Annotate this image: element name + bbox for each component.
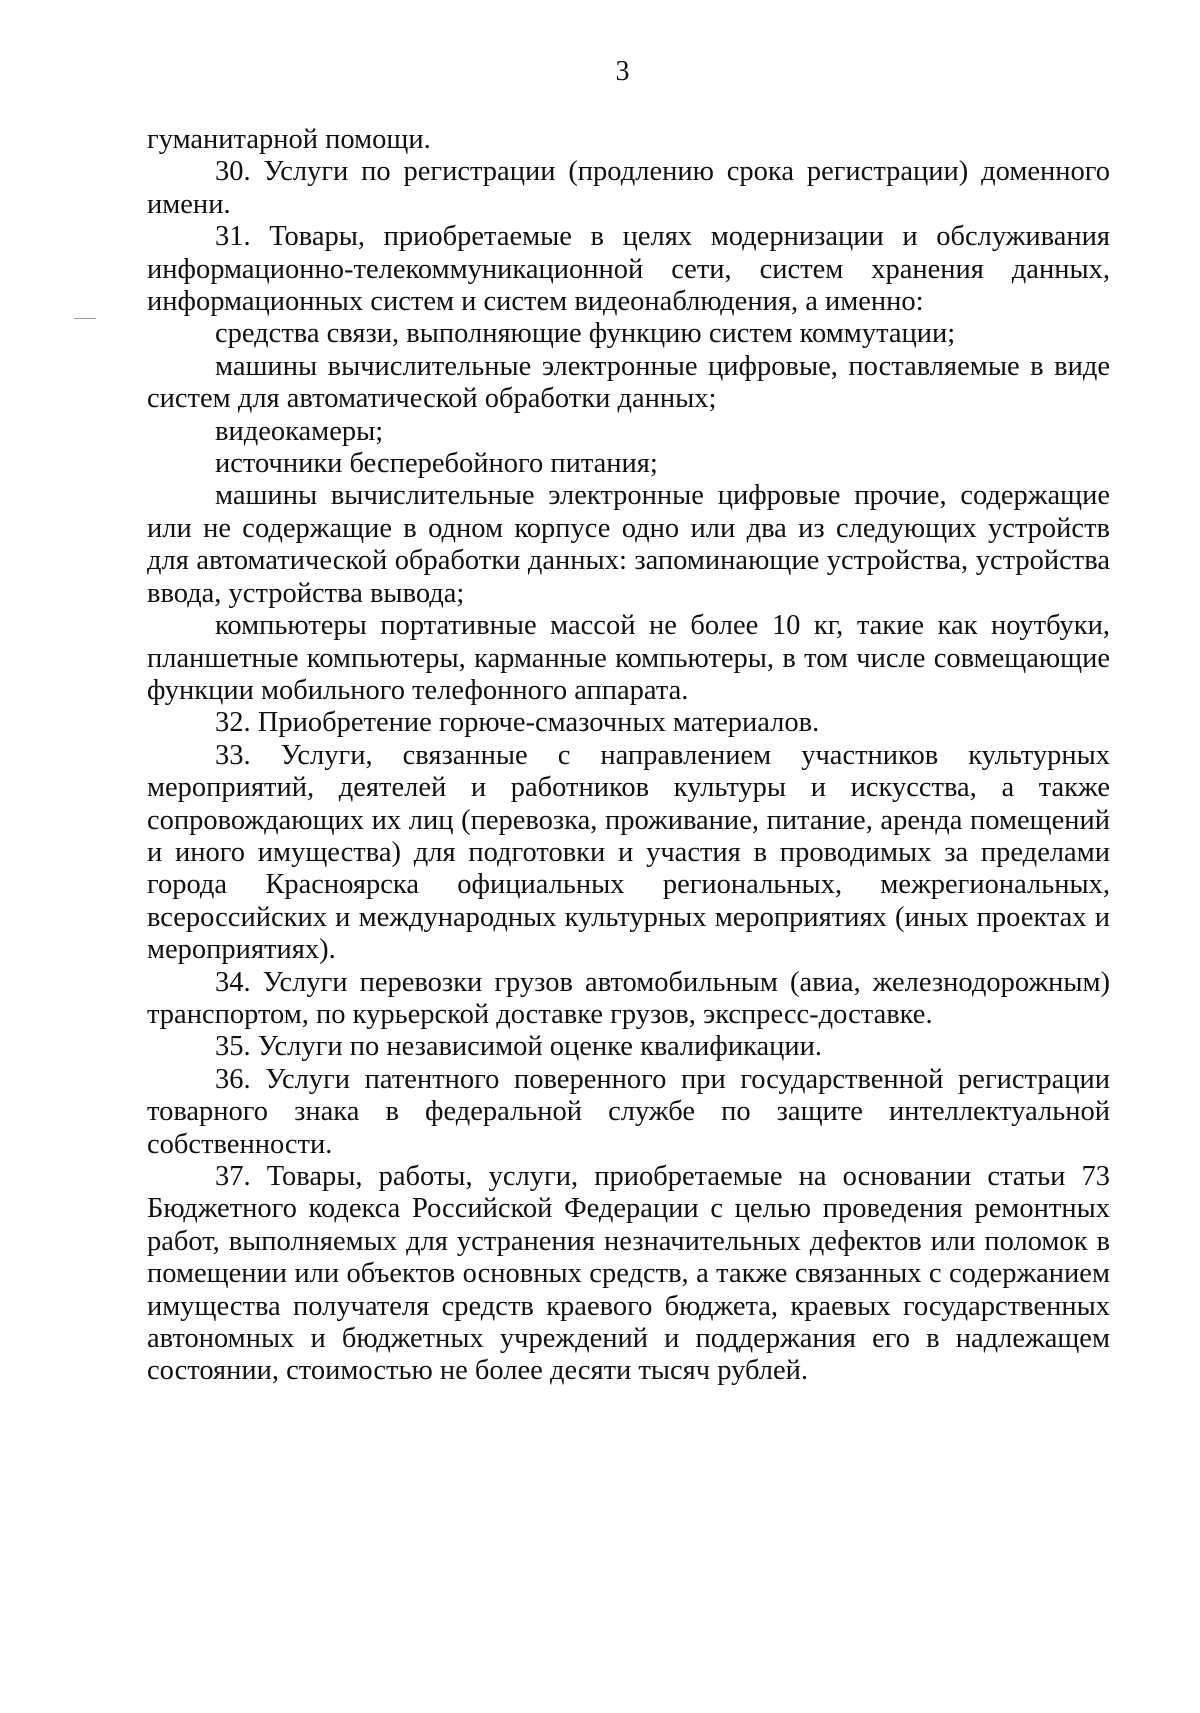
paragraph-subitem-ups: источники бесперебойного питания; [215,448,658,480]
paragraph-item-34: 34. Услуги перевозки грузов автомобильным (авиа, железнодорожным) транспортом, по курьерской доставке грузов, экспресс-доставке. [147,966,1110,1030]
paragraph-item-32: 32. Приобретение горюче-смазочных материалов. [215,707,820,739]
paragraph-subitem-video-cameras: видеокамеры; [215,415,384,447]
document-body [147,124,1110,1388]
paragraph-subitem-portable-computers: компьютеры портативные массой не более 10 кг, такие как ноутбуки, планшетные компьютеры, карманные компьютеры, в том числе совмещающие функции мобильного телефонного аппарата. [147,610,1110,706]
paragraph-continuation: гуманитарной помощи. [147,124,431,155]
paragraph-item-30: 30. Услуги по регистрации (продлению срока регистрации) доменного имени. [147,156,1110,220]
paragraph-item-37: 37. Товары, работы, услуги, приобретаемые на основании статьи 73 Бюджетного кодекса Российской Федерации с целью проведения ремонтных работ, выполняемых для устранения незначительных дефектов или поломок в помещении или объектов основных средств, а также связанных с содержанием имущества получателя средств краевого бюджета, краевых государственных автономных и бюджетных учреждений и поддержания его в надлежащем состоянии, стоимостью не более десяти тысяч рублей. [147,1161,1110,1387]
paragraph-subitem-other-computers: машины вычислительные электронные цифровые прочие, содержащие или не содержащие в одном корпусе одно или два из следующих устройств для автоматической обработки данных: запоминающие устройства, устройства ввода, устройства вывода; [147,480,1110,609]
paragraph-item-36: 36. Услуги патентного поверенного при государственной регистрации товарного знака в федеральной службе по защите интеллектуальной собственности. [147,1063,1110,1160]
paragraph-item-31: 31. Товары, приобретаемые в целях модернизации и обслуживания информационно-телекоммуникационной сети, систем хранения данных, информационных систем и систем видеонаблюдения, а именно: [147,221,1110,318]
paragraph-subitem-communication: средства связи, выполняющие функцию систем коммутации; [215,318,956,350]
margin-mark [74,318,96,319]
paragraph-item-33: 33. Услуги, связанные с направлением участников культурных мероприятий, деятелей и работников культуры и искусства, а также сопровождающих их лиц (перевозка, проживание, питание, аренда помещений и иного имущества) для подготовки и участия в проводимых за пределами города Красноярска официальных региональных, межрегиональных, всероссийских и международных культурных мероприятиях (иных проектах и мероприятиях). [147,739,1110,966]
paragraph-item-35: 35. Услуги по независимой оценке квалификации. [215,1031,823,1063]
paragraph-subitem-computing-systems: машины вычислительные электронные цифровые, поставляемые в виде систем для автоматической обработки данных; [147,350,1110,415]
page-number: 3 [615,56,630,87]
